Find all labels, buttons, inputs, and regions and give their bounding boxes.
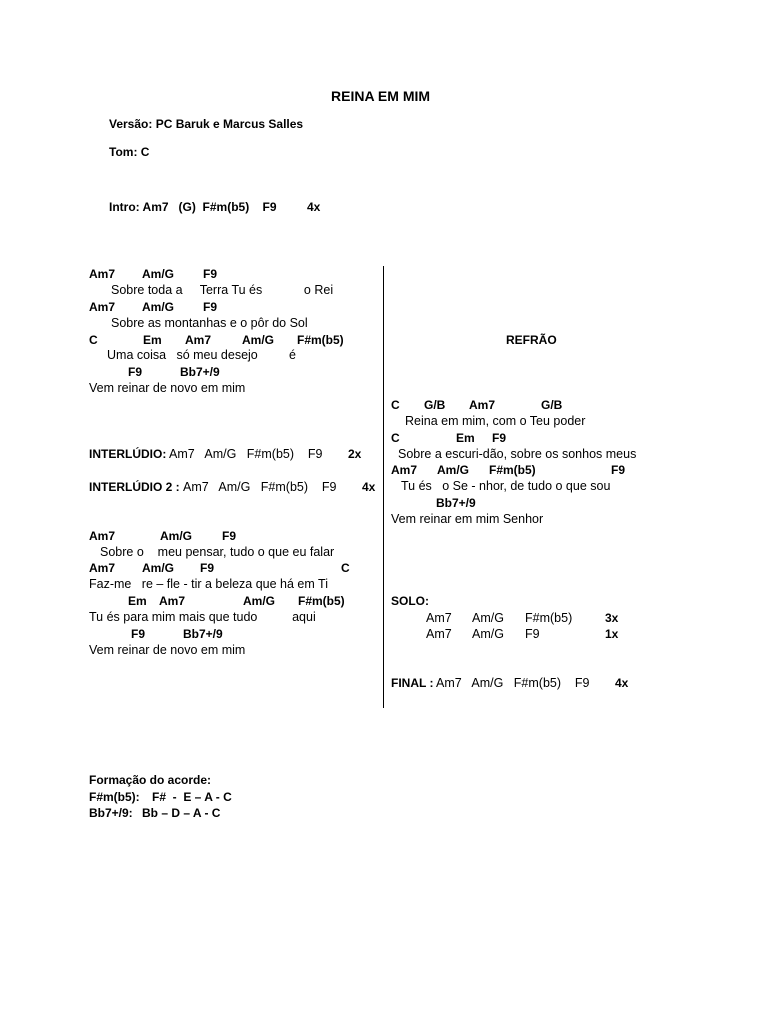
chord: C [391, 431, 400, 445]
final-chords: Am7 Am/G F#m(b5) F9 [436, 676, 590, 690]
chord: Am7 [89, 267, 116, 281]
chord: F9 [611, 463, 626, 477]
lyric-line: Faz-me re – fle - tir a beleza que há em Ti [89, 577, 328, 591]
lyric-line: Uma coisa só meu desejo é [107, 348, 296, 362]
intro-chords: Intro: Am7 (G) F#m(b5) F9 [109, 200, 277, 214]
chord: Am7 [89, 300, 116, 314]
formacao-title: Formação do acorde: [89, 773, 212, 787]
chord: Em [128, 594, 147, 608]
chord: Am/G [472, 611, 504, 625]
chord: F#m(b5) [297, 333, 344, 347]
lyric-line: Tu és o Se - nhor, de tudo o que sou [401, 479, 611, 493]
formacao-notes: F# - E – A - C [152, 790, 232, 804]
chord: F9 [203, 300, 218, 314]
chord: Bb7+/9 [183, 627, 223, 641]
lyric-line: Reina em mim, com o Teu poder [405, 414, 586, 428]
lyric-line: Vem reinar de novo em mim [89, 643, 246, 657]
interludio-1-repeat: 2x [348, 447, 362, 461]
chord: F#m(b5) [525, 611, 573, 625]
chord: Am7 [159, 594, 186, 608]
chord: Am/G [243, 594, 276, 608]
chord: Bb7+/9 [180, 365, 220, 379]
chord: Am7 [426, 627, 452, 641]
chord: Am7 [89, 561, 116, 575]
chord: Am/G [142, 267, 175, 281]
chord: F9 [222, 529, 237, 543]
chord: F9 [203, 267, 218, 281]
chord: Am7 [391, 463, 418, 477]
chord: F9 [492, 431, 507, 445]
solo-repeat: 3x [605, 611, 619, 625]
chord: Am/G [160, 529, 193, 543]
song-title: REINA EM MIM [331, 88, 431, 104]
formacao-chord: F#m(b5): [89, 790, 140, 804]
interludio-2-chords: Am7 Am/G F#m(b5) F9 [183, 480, 337, 494]
lyric-line: Sobre a escuri-dão, sobre os sonhos meus [398, 447, 637, 461]
column-divider [383, 266, 384, 708]
solo-label: SOLO: [391, 594, 429, 608]
chord: F9 [131, 627, 146, 641]
chord: F9 [200, 561, 215, 575]
solo-repeat: 1x [605, 627, 619, 641]
chord: Am/G [142, 561, 175, 575]
chord: G/B [541, 398, 563, 412]
chord: Bb7+/9 [436, 496, 476, 510]
chord: Am7 [185, 333, 212, 347]
interludio-1-chords: Am7 Am/G F#m(b5) F9 [169, 447, 323, 461]
chord: Am/G [142, 300, 175, 314]
chord: C [391, 398, 400, 412]
chord: G/B [424, 398, 446, 412]
chord: Em [456, 431, 475, 445]
lyric-line: Vem reinar de novo em mim [89, 381, 246, 395]
chord: Am7 [469, 398, 496, 412]
chord: F#m(b5) [489, 463, 536, 477]
chord: Am7 [426, 611, 452, 625]
lyric-line: Sobre o meu pensar, tudo o que eu falar [100, 545, 335, 559]
chord: F9 [128, 365, 143, 379]
formacao-notes: Bb – D – A - C [142, 806, 221, 820]
chord: Am/G [472, 627, 504, 641]
final-repeat: 4x [615, 676, 629, 690]
chord: C [341, 561, 350, 575]
final-label: FINAL : [391, 676, 434, 690]
lyric-line: Sobre toda a Terra Tu és o Rei [111, 283, 334, 297]
chord: F#m(b5) [298, 594, 345, 608]
intro-repeat: 4x [307, 200, 321, 214]
version-info: Versão: PC Baruk e Marcus Salles [109, 117, 304, 131]
interludio-1-label: INTERLÚDIO: [89, 447, 167, 461]
interludio-2-repeat: 4x [362, 480, 376, 494]
lyric-line: Tu és para mim mais que tudo aqui [89, 610, 316, 624]
chord: F9 [525, 627, 540, 641]
lyric-line: Vem reinar em mim Senhor [391, 512, 544, 526]
key-info: Tom: C [109, 145, 150, 159]
chord: Am7 [89, 529, 116, 543]
lyric-line: Sobre as montanhas e o pôr do Sol [111, 316, 308, 330]
interludio-2-label: INTERLÚDIO 2 : [89, 480, 180, 494]
chord: Am/G [437, 463, 470, 477]
chord: Em [143, 333, 162, 347]
chord: Am/G [242, 333, 275, 347]
chord: C [89, 333, 98, 347]
formacao-chord: Bb7+/9: [89, 806, 133, 820]
refrao-title: REFRÃO [506, 333, 557, 347]
